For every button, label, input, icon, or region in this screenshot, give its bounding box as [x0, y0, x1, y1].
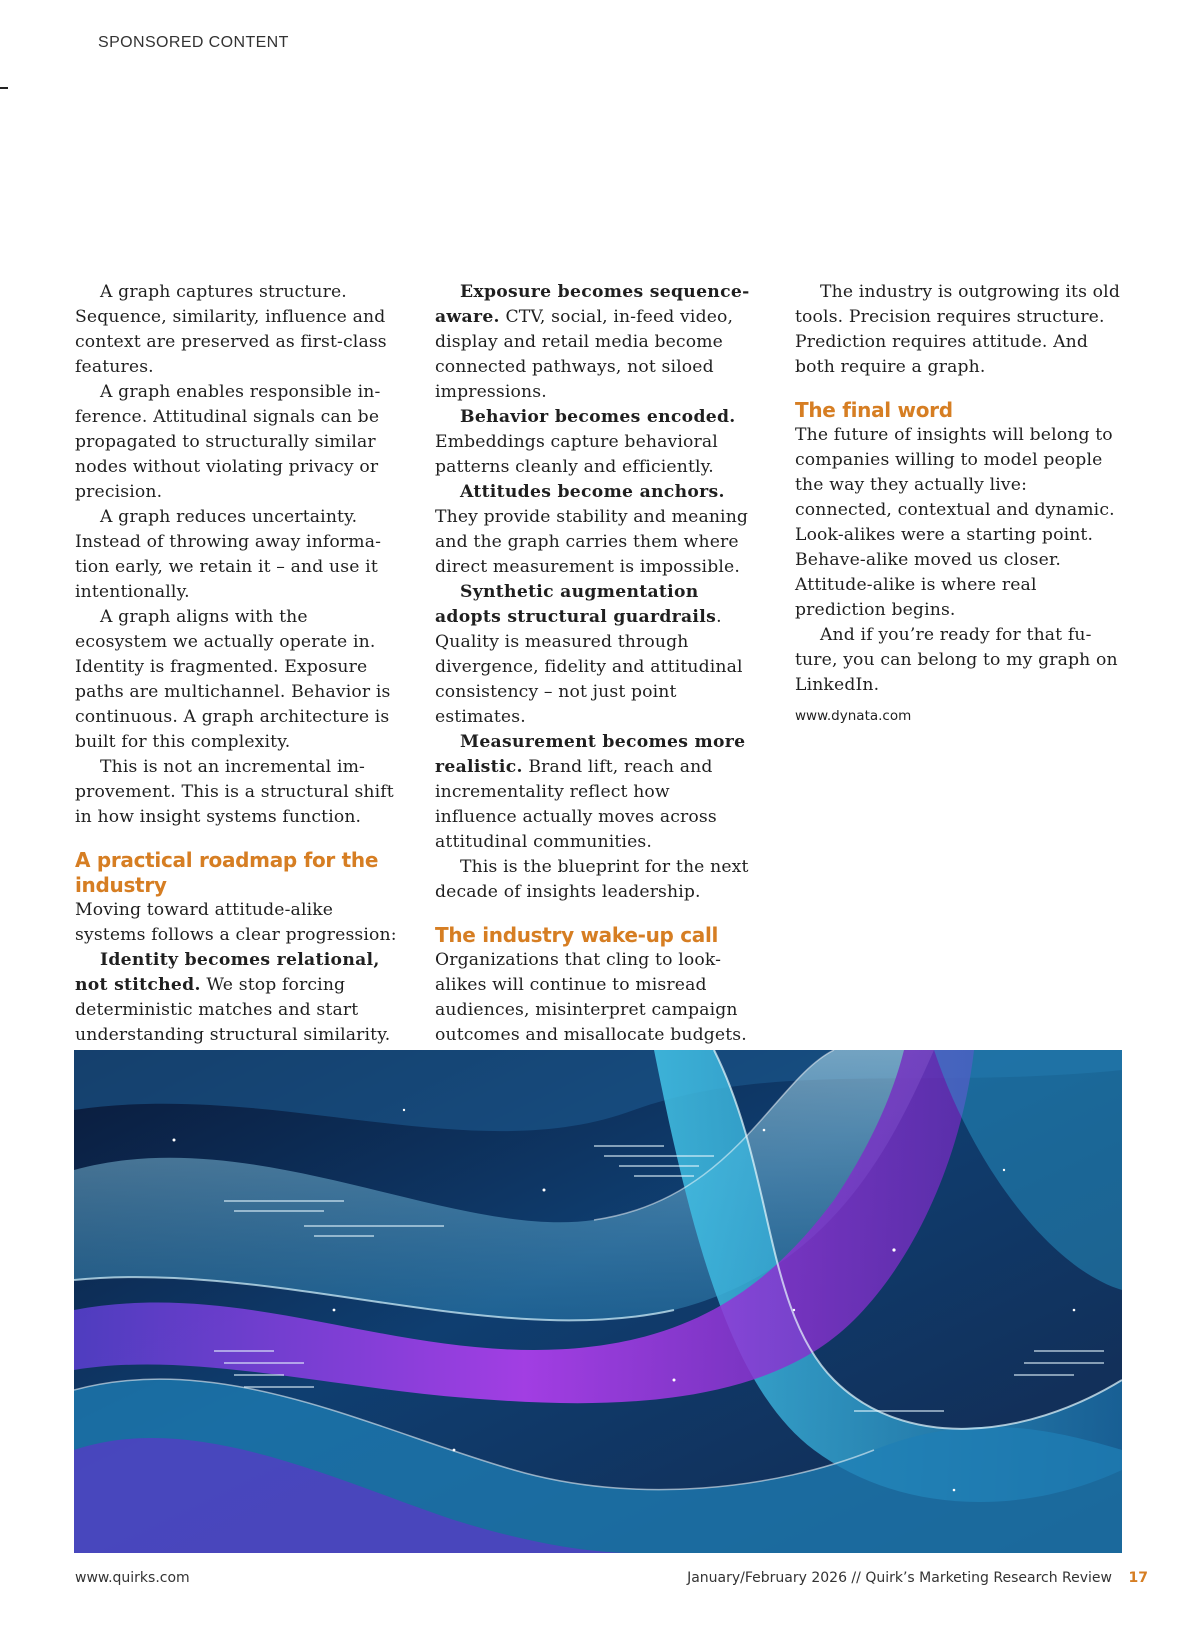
paragraph: A graph aligns with the ecosystem we actually operate in. Identity is fragmented. Exposure paths are multichannel. Behavior is continuous. A graph architecture is built for this complexity. [75, 607, 391, 752]
paragraph [435, 730, 757, 855]
footer-site-url: www.quirks.com [75, 1570, 190, 1586]
bold-lead: Identity becomes relational, not stitched. [75, 950, 380, 995]
paragraph [435, 480, 757, 580]
paragraph: The industry is outgrowing its old tools. Precision requires structure. Prediction requires attitude. And both require a graph. [795, 282, 1120, 377]
sponsored-content-label: SPONSORED CONTENT [98, 34, 289, 51]
paragraph [435, 280, 757, 405]
section-heading: The final word [795, 398, 953, 422]
company-url: www.dynata.com [795, 708, 912, 724]
paragraph-text: Brand lift, reach and incrementality reflect how influence actually moves across attitudinal communities. [435, 757, 717, 852]
paragraph-text: They provide stability and meaning and the graph carries them where direct measurement is impossible. [435, 507, 749, 577]
section-heading: The industry wake-up call [435, 923, 719, 947]
abstract-data-ribbons-image [74, 1050, 1122, 1553]
ribbons-illustration [74, 1050, 1122, 1553]
bold-lead: Synthetic augmentation adopts structural guardrails [435, 582, 717, 627]
section-heading: A practical roadmap for the industry [75, 848, 379, 897]
bold-lead: Exposure becomes sequence-aware. [435, 282, 750, 327]
paragraph-text: We stop forcing deterministic matches and start understanding structural similarity. [75, 975, 391, 1045]
paragraph: A graph enables responsible inference. Attitudinal signals can be propagated to structurally similar nodes without violating privacy or precision. [75, 382, 381, 502]
paragraph: A graph reduces uncertainty. Instead of throwing away information early, we retain it – and use it intentionally. [75, 507, 381, 602]
bold-lead: Attitudes become anchors. [460, 482, 725, 502]
paragraph: The future of insights will belong to companies willing to model people the way they actually live: connected, contextual and dynamic. Look-alikes were a starting point. Behave-alike moved us closer. Attitude-alike is where real prediction begins. [795, 425, 1115, 620]
paragraph [435, 580, 757, 730]
paragraph [435, 405, 757, 480]
article-column-3 [795, 280, 1125, 729]
paragraph-text: CTV, social, in-feed video, display and retail media become connected pathways, not siloed impressions. [435, 307, 734, 402]
paragraph: Organizations that cling to look-alikes will continue to misread audiences, misinterpret campaign outcomes and misallocate budgets. [435, 950, 747, 1045]
paragraph-text: . Quality is measured through divergence, fidelity and attitudinal consistency – not just point estimates. [435, 607, 743, 727]
bold-lead: Measurement becomes more realistic. [435, 732, 746, 777]
paragraph: Moving toward attitude-alike systems follows a clear progression: [75, 900, 397, 945]
paragraph: This is the blueprint for the next decade of insights leadership. [435, 857, 749, 902]
paragraph: A graph captures structure. Sequence, similarity, influence and context are preserved as first-class features. [75, 282, 387, 377]
bold-lead: Behavior becomes encoded. [460, 407, 736, 427]
paragraph: And if you’re ready for that future, you can belong to my graph on LinkedIn. [795, 625, 1118, 695]
page-number: 17 [1128, 1570, 1148, 1586]
footer-issue-info: January/February 2026 // Quirk’s Marketing Research Review [687, 1570, 1112, 1586]
edge-tick-mark [0, 87, 8, 89]
paragraph [75, 948, 397, 1048]
article-column-1 [75, 280, 397, 1048]
paragraph: This is not an incremental improvement. This is a structural shift in how insight systems function. [75, 757, 394, 827]
paragraph-text: Embeddings capture behavioral patterns cleanly and efficiently. [435, 432, 718, 477]
